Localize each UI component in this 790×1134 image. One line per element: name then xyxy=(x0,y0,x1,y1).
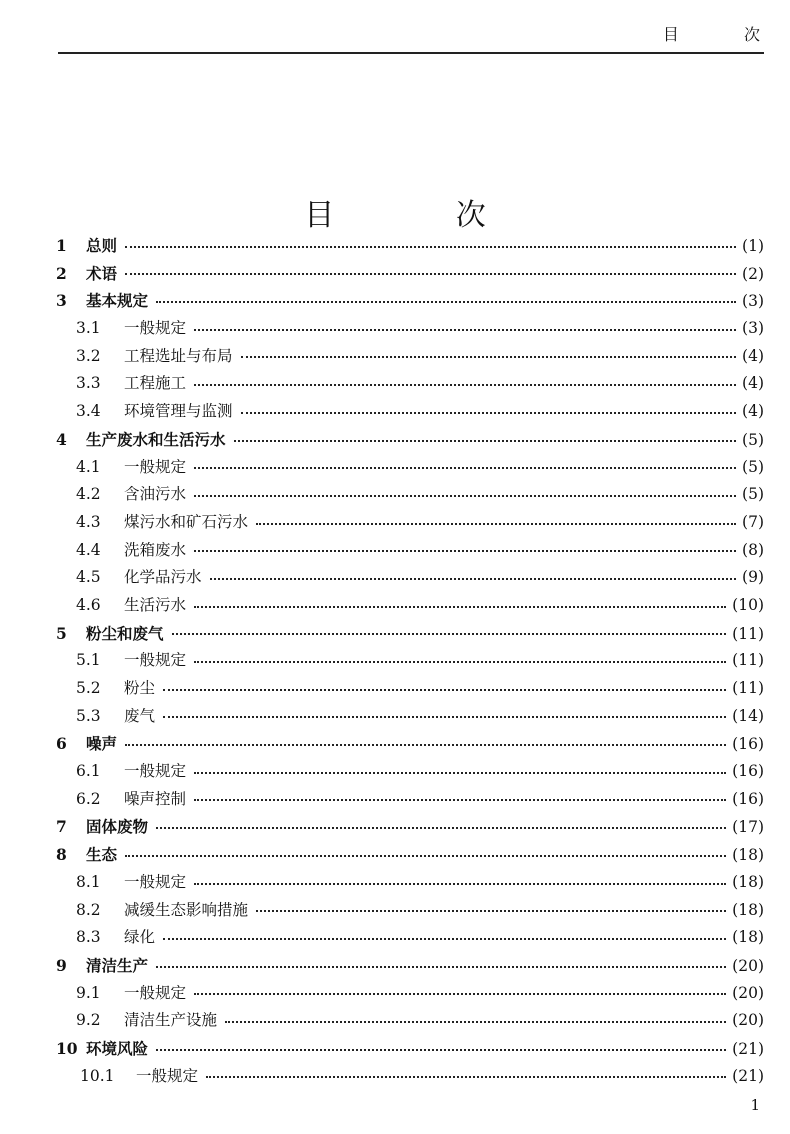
toc-entry[interactable] xyxy=(56,1063,764,1091)
toc-entry-title: 一般规定 xyxy=(124,319,187,338)
dot-leader xyxy=(194,798,726,801)
toc-entry-page: (4) xyxy=(742,346,764,365)
toc-entry-number: 4.6 xyxy=(76,595,101,614)
toc-entry-page: (20) xyxy=(732,983,764,1002)
toc-entry-page: (5) xyxy=(742,485,764,504)
toc-entry-title: 基本规定 xyxy=(86,291,149,311)
toc-entry[interactable] xyxy=(56,315,764,343)
toc-entry-number: 1 xyxy=(56,236,67,255)
toc-entry[interactable] xyxy=(56,260,764,288)
toc-entry-title: 工程选址与布局 xyxy=(124,346,233,365)
toc-entry-page: (18) xyxy=(732,846,764,865)
dot-leader xyxy=(125,743,726,746)
toc-entry-title: 化学品污水 xyxy=(124,568,202,587)
toc-entry-title: 环境风险 xyxy=(86,1038,149,1058)
toc-entry-title: 噪声 xyxy=(86,734,118,754)
toc-entry-title: 一般规定 xyxy=(124,983,187,1002)
dot-leader xyxy=(194,660,726,663)
toc-entry-title: 一般规定 xyxy=(124,872,187,891)
dot-leader xyxy=(125,854,726,857)
toc-entry-number: 8.2 xyxy=(76,900,101,919)
toc-entry-number: 7 xyxy=(56,817,67,837)
toc-entry-title: 粉尘 xyxy=(124,679,156,697)
page-title: 目 次 xyxy=(304,198,542,234)
page-number: 1 xyxy=(750,1096,760,1114)
dot-leader xyxy=(194,383,736,386)
toc-entry-title: 环境管理与监测 xyxy=(124,402,233,421)
toc-entry-number: 9.2 xyxy=(76,1011,101,1030)
toc-entry-number: 3.3 xyxy=(76,374,101,393)
dot-leader xyxy=(241,411,737,414)
dot-leader xyxy=(125,245,736,248)
toc-entry[interactable] xyxy=(56,287,764,315)
toc-entry-number: 2 xyxy=(56,263,67,283)
toc-entry-number: 4 xyxy=(56,429,67,449)
toc-entry[interactable] xyxy=(56,980,764,1008)
toc-entry-title: 清洁生产设施 xyxy=(124,1011,218,1030)
toc-entry[interactable] xyxy=(56,481,764,509)
toc-entry-page: (14) xyxy=(732,706,764,725)
toc-entry-title: 固体废物 xyxy=(86,817,149,837)
toc-entry-number: 5.3 xyxy=(76,706,101,725)
toc-entry-page: (16) xyxy=(732,735,764,754)
toc-entry-page: (4) xyxy=(742,402,764,421)
toc-entry-page: (11) xyxy=(732,651,764,670)
toc-entry-number: 3 xyxy=(56,291,67,311)
toc-entry[interactable] xyxy=(56,869,764,897)
toc-entry-title: 一般规定 xyxy=(136,1066,199,1085)
toc-entry-number: 4.2 xyxy=(76,485,101,504)
toc-entry[interactable] xyxy=(56,703,764,731)
toc-entry-number: 6.1 xyxy=(76,762,101,781)
toc-entry-page: (16) xyxy=(732,789,764,808)
toc-entry-title: 含油污水 xyxy=(124,485,187,504)
dot-leader xyxy=(256,522,736,525)
toc-entry-number: 5 xyxy=(56,623,67,643)
dot-leader xyxy=(241,355,737,358)
dot-leader xyxy=(156,826,726,829)
toc-entry[interactable] xyxy=(56,592,764,620)
toc-entry[interactable] xyxy=(56,647,764,675)
toc-entry-number: 3.2 xyxy=(76,346,101,365)
toc-entry-page: (18) xyxy=(732,872,764,891)
toc-entry[interactable] xyxy=(56,758,764,786)
toc-entry[interactable] xyxy=(56,454,764,482)
toc-entry-number: 6.2 xyxy=(76,789,101,808)
toc-entry-title: 洗箱废水 xyxy=(124,540,187,559)
toc-entry-page: (9) xyxy=(742,568,764,587)
toc-entry[interactable] xyxy=(56,537,764,565)
toc-entry-number: 4.3 xyxy=(76,512,101,531)
table-of-contents xyxy=(56,232,764,1090)
toc-entry[interactable] xyxy=(56,952,764,980)
toc-entry-page: (3) xyxy=(742,319,764,338)
toc-entry[interactable] xyxy=(56,675,764,703)
header-rule xyxy=(58,52,764,54)
toc-entry[interactable] xyxy=(56,564,764,592)
toc-entry-page: (18) xyxy=(732,900,764,919)
toc-entry-title: 术语 xyxy=(86,263,118,283)
toc-entry-page: (11) xyxy=(732,679,764,697)
toc-entry[interactable] xyxy=(56,730,764,758)
toc-entry-page: (7) xyxy=(742,512,764,531)
dot-leader xyxy=(234,439,737,442)
dot-leader xyxy=(225,1020,726,1023)
dot-leader xyxy=(206,1075,726,1078)
toc-entry[interactable] xyxy=(56,1035,764,1063)
toc-entry[interactable] xyxy=(56,620,764,648)
toc-entry-page: (21) xyxy=(732,1039,764,1058)
toc-entry[interactable] xyxy=(56,813,764,841)
toc-entry-title: 生态 xyxy=(86,845,118,865)
toc-entry-title: 煤污水和矿石污水 xyxy=(124,512,249,531)
dot-leader xyxy=(172,632,727,635)
toc-entry-title: 清洁生产 xyxy=(86,955,149,975)
dot-leader xyxy=(163,937,726,940)
dot-leader xyxy=(194,328,736,331)
dot-leader xyxy=(163,715,726,718)
dot-leader xyxy=(256,909,726,912)
dot-leader xyxy=(125,272,736,275)
toc-entry-page: (16) xyxy=(732,762,764,781)
toc-entry-page: (18) xyxy=(732,928,764,947)
toc-entry[interactable] xyxy=(56,1007,764,1035)
toc-entry-number: 6 xyxy=(56,734,67,754)
toc-entry[interactable] xyxy=(56,786,764,814)
toc-entry-page: (4) xyxy=(742,374,764,393)
toc-entry[interactable] xyxy=(56,924,764,952)
dot-leader xyxy=(194,549,736,552)
toc-entry-title: 绿化 xyxy=(124,928,156,947)
toc-entry-number: 5.1 xyxy=(76,651,101,670)
toc-entry-title: 生活污水 xyxy=(124,595,187,614)
toc-entry-title: 工程施工 xyxy=(124,374,187,393)
toc-entry-page: (21) xyxy=(732,1066,764,1085)
running-header: 目 次 xyxy=(662,25,790,44)
toc-entry-title: 一般规定 xyxy=(124,651,187,670)
toc-entry-title: 一般规定 xyxy=(124,762,187,781)
toc-entry[interactable] xyxy=(56,343,764,371)
toc-entry-number: 4.5 xyxy=(76,568,101,587)
toc-entry[interactable] xyxy=(56,370,764,398)
toc-entry-page: (20) xyxy=(732,956,764,975)
toc-entry-page: (5) xyxy=(742,457,764,476)
toc-entry-page: (20) xyxy=(732,1011,764,1030)
toc-entry-number: 8 xyxy=(56,845,67,865)
toc-entry-number: 9 xyxy=(56,955,67,975)
toc-entry-number: 8.3 xyxy=(76,928,101,947)
toc-entry-number: 4.1 xyxy=(76,457,101,476)
toc-entry-number: 5.2 xyxy=(76,679,101,697)
toc-entry-page: (1) xyxy=(742,237,764,255)
dot-leader xyxy=(210,577,737,580)
toc-entry-number: 8.1 xyxy=(76,872,101,891)
toc-entry-page: (10) xyxy=(732,595,764,614)
dot-leader xyxy=(194,882,726,885)
toc-entry-page: (8) xyxy=(742,540,764,559)
toc-entry-page: (2) xyxy=(742,264,764,283)
toc-entry-title: 减缓生态影响措施 xyxy=(124,900,249,919)
toc-entry-number: 9.1 xyxy=(76,983,101,1002)
dot-leader xyxy=(194,771,726,774)
dot-leader xyxy=(194,494,736,497)
toc-entry-title: 一般规定 xyxy=(124,457,187,476)
toc-entry-number: 10.1 xyxy=(80,1066,115,1085)
dot-leader xyxy=(156,1048,726,1051)
toc-entry[interactable] xyxy=(56,841,764,869)
toc-entry-number: 3.1 xyxy=(76,319,101,338)
dot-leader xyxy=(194,466,736,469)
toc-entry-number: 10 xyxy=(56,1038,78,1058)
toc-entry-page: (11) xyxy=(732,624,764,643)
toc-entry[interactable] xyxy=(56,897,764,925)
toc-entry-page: (5) xyxy=(742,430,764,449)
toc-entry-title: 废气 xyxy=(124,706,156,725)
dot-leader xyxy=(163,688,726,691)
toc-entry-page: (3) xyxy=(742,292,764,311)
toc-entry-title: 噪声控制 xyxy=(124,789,187,808)
dot-leader xyxy=(194,605,726,608)
toc-entry[interactable] xyxy=(56,509,764,537)
toc-entry[interactable] xyxy=(56,426,764,454)
toc-entry-title: 粉尘和废气 xyxy=(86,623,164,643)
toc-entry[interactable] xyxy=(56,232,764,260)
dot-leader xyxy=(156,965,726,968)
dot-leader xyxy=(156,300,736,303)
toc-entry-number: 4.4 xyxy=(76,540,101,559)
dot-leader xyxy=(194,992,726,995)
toc-entry-number: 3.4 xyxy=(76,402,101,421)
toc-entry-page: (17) xyxy=(732,818,764,837)
toc-entry[interactable] xyxy=(56,398,764,426)
toc-entry-title: 总则 xyxy=(86,236,118,255)
toc-entry-title: 生产废水和生活污水 xyxy=(86,429,226,449)
